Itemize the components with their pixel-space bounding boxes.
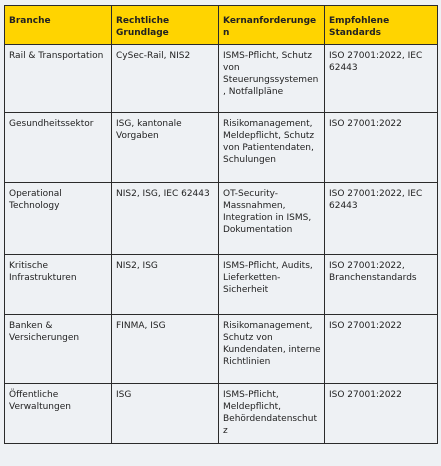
cell-empfohlene-standards: ISO 27001:2022, IEC 62443	[325, 183, 438, 255]
cell-empfohlene-standards: ISO 27001:2022	[325, 113, 438, 183]
table-row	[5, 113, 438, 183]
requirements-table	[4, 5, 438, 444]
header-branche: Branche	[5, 6, 112, 45]
cell-rechtliche-grundlage: ISG, kantonale Vorgaben	[112, 113, 219, 183]
cell-rechtliche-grundlage: CySec-Rail, NIS2	[112, 45, 219, 113]
cell-kernanforderungen: OT-Security-Massnahmen, Integration in ISMS, Dokumentation	[219, 183, 325, 255]
cell-empfohlene-standards: ISO 27001:2022	[325, 384, 438, 444]
cell-branche: Gesundheitssektor	[5, 113, 112, 183]
cell-rechtliche-grundlage: NIS2, ISG, IEC 62443	[112, 183, 219, 255]
table-row	[5, 384, 438, 444]
table-row	[5, 45, 438, 113]
header-rechtliche-grundlage: Rechtliche Grundlage	[112, 6, 219, 45]
cell-kernanforderungen: Risikomanagement, Schutz von Kundendaten, interne Richtlinien	[219, 315, 325, 384]
cell-kernanforderungen: ISMS-Pflicht, Meldepflicht, Behördendatenschutz	[219, 384, 325, 444]
table-container	[4, 5, 437, 461]
header-empfohlene-standards: Empfohlene Standards	[325, 6, 438, 45]
cell-rechtliche-grundlage: ISG	[112, 384, 219, 444]
cell-kernanforderungen: Risikomanagement, Meldepflicht, Schutz von Patientendaten, Schulungen	[219, 113, 325, 183]
cell-kernanforderungen: ISMS-Pflicht, Audits, Lieferketten-Sicherheit	[219, 255, 325, 315]
cell-empfohlene-standards: ISO 27001:2022, Branchenstandards	[325, 255, 438, 315]
header-kernanforderungen: Kernanforderungen	[219, 6, 325, 45]
cell-kernanforderungen: ISMS-Pflicht, Schutz von Steuerungssystemen, Notfallpläne	[219, 45, 325, 113]
table-header-row	[5, 6, 438, 45]
cell-empfohlene-standards: ISO 27001:2022, IEC 62443	[325, 45, 438, 113]
table-row	[5, 255, 438, 315]
cell-rechtliche-grundlage: NIS2, ISG	[112, 255, 219, 315]
cell-empfohlene-standards: ISO 27001:2022	[325, 315, 438, 384]
cell-branche: Operational Technology	[5, 183, 112, 255]
table-row	[5, 315, 438, 384]
cell-branche: Öffentliche Verwaltungen	[5, 384, 112, 444]
cell-branche: Kritische Infrastrukturen	[5, 255, 112, 315]
cell-branche: Rail & Transportation	[5, 45, 112, 113]
cell-rechtliche-grundlage: FINMA, ISG	[112, 315, 219, 384]
table-row	[5, 183, 438, 255]
cell-branche: Banken & Versicherungen	[5, 315, 112, 384]
